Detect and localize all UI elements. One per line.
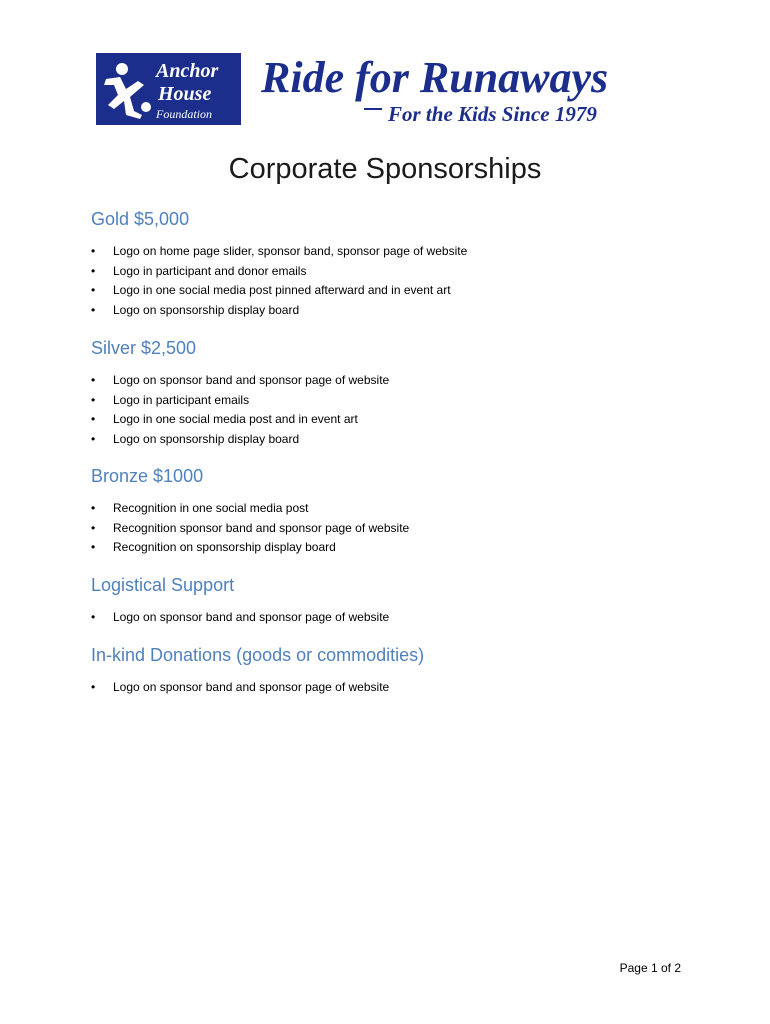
bullet-icon: • [91, 412, 96, 426]
list-item [91, 371, 691, 391]
brand-title: Ride for Runaways [261, 53, 609, 102]
list-item [91, 262, 691, 282]
page-title: Corporate Sponsorships [228, 153, 542, 185]
section-bronze [91, 466, 691, 558]
bullet-icon: • [91, 610, 96, 624]
benefit-list [91, 371, 691, 449]
section-heading: Logistical Support [91, 575, 235, 595]
list-item [91, 519, 691, 539]
benefit-list [91, 242, 691, 320]
section-gold [91, 209, 691, 320]
bullet-icon: • [91, 392, 96, 407]
benefit-list [91, 678, 691, 698]
bullet-icon: • [91, 680, 96, 694]
list-item-text: Logo on sponsor band and sponsor page of website [113, 610, 390, 624]
list-item-text: Logo on sponsor band and sponsor page of website [113, 373, 390, 387]
list-item [91, 430, 691, 450]
list-item-text: Logo on sponsor band and sponsor page of website [113, 680, 390, 694]
bullet-icon: • [91, 540, 96, 554]
list-item-text: Logo on home page slider, sponsor band, sponsor page of website [113, 244, 468, 258]
tagline-rule [364, 108, 382, 110]
list-item-text: Recognition sponsor band and sponsor page of website [113, 520, 410, 535]
section-logistical-support [91, 575, 691, 628]
brand-tagline: For the Kids Since 1979 [388, 102, 597, 126]
logo-text-foundation: Foundation [156, 107, 212, 121]
section-heading: Gold $5,000 [91, 209, 190, 229]
bullet-icon: • [91, 431, 96, 446]
list-item [91, 301, 691, 321]
bullet-icon: • [91, 520, 96, 535]
list-item [91, 538, 691, 558]
bullet-icon: • [91, 263, 96, 278]
list-item-text: Logo in participant emails [113, 392, 250, 407]
list-item [91, 499, 691, 519]
logo-text-anchor: Anchor [156, 60, 219, 82]
benefit-list [91, 608, 691, 628]
section-in-kind-donations [91, 645, 691, 698]
list-item [91, 242, 691, 262]
anchor-house-logo [96, 53, 241, 125]
bullet-icon: • [91, 244, 96, 258]
section-silver [91, 338, 691, 449]
list-item-text: Logo in participant and donor emails [113, 263, 307, 278]
list-item [91, 608, 691, 628]
anchor-figure-icon [100, 59, 158, 121]
list-item [91, 678, 691, 698]
bullet-icon: • [91, 501, 96, 515]
section-heading: Bronze $1000 [91, 466, 204, 486]
page-number: Page 1 of 2 [619, 961, 681, 975]
list-item [91, 391, 691, 411]
list-item [91, 281, 691, 301]
list-item-text: Logo on sponsorship display board [113, 302, 300, 317]
bullet-icon: • [91, 283, 96, 297]
list-item-text: Logo in one social media post pinned afterward and in event art [113, 283, 451, 297]
list-item-text: Logo in one social media post and in event art [113, 412, 358, 426]
section-heading: In-kind Donations (goods or commodities) [91, 645, 425, 665]
header [96, 50, 696, 130]
section-heading: Silver $2,500 [91, 338, 197, 358]
bullet-icon: • [91, 302, 96, 317]
benefit-list [91, 499, 691, 558]
logo-text-house: House [158, 83, 212, 105]
bullet-icon: • [91, 373, 96, 387]
list-item-text: Recognition in one social media post [113, 501, 309, 515]
list-item-text: Logo on sponsorship display board [113, 431, 300, 446]
list-item-text: Recognition on sponsorship display board [113, 540, 336, 554]
list-item [91, 410, 691, 430]
